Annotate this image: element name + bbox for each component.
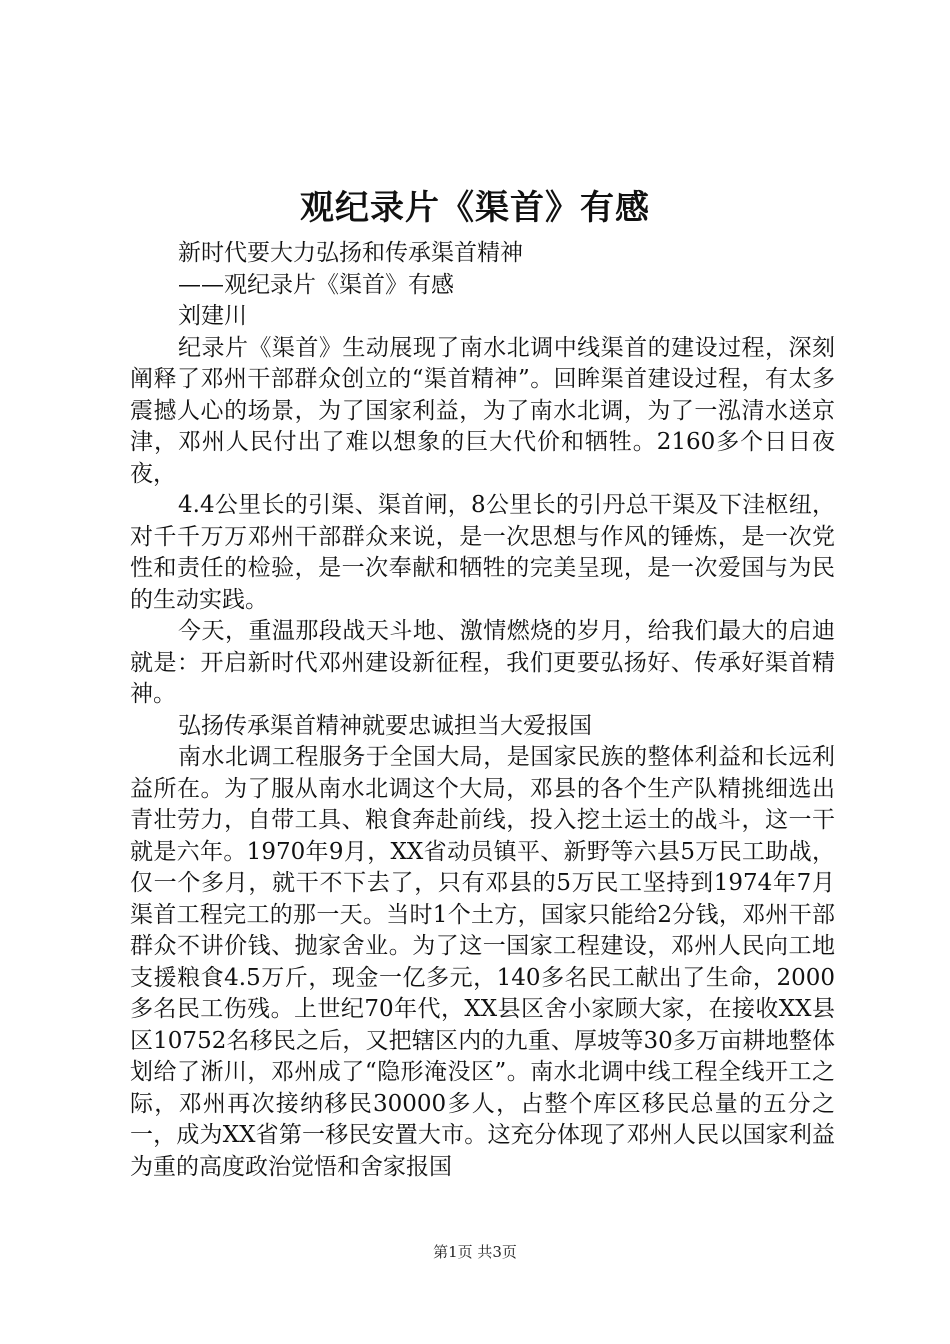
- author: 刘建川: [178, 303, 247, 329]
- subtitle-2: ——观纪录片《渠首》有感: [178, 271, 454, 298]
- paragraph-1: 纪录片《渠首》生动展现了南水北调中线渠首的建设过程，深刻阐释了邓州干部群众创立的“渠首精神”。回眸渠首建设过程，有太多震撼人心的场景，为了国家利益，为了南水北调，为了一泓清水送京津，邓州人民付出了难以想象的巨大代价和牺牲。2160多个日日夜夜，: [130, 334, 835, 487]
- page-footer: 第1页 共3页: [433, 1243, 517, 1261]
- document-title: 观纪录片《渠首》有感: [300, 188, 650, 228]
- paragraph-2: 4.4公里长的引渠、渠首闸，8公里长的引丹总干渠及下洼枢纽，对千千万万邓州干部群众来说，是一次思想与作风的锤炼，是一次党性和责任的检验，是一次奉献和牺牲的完美呈现，是一次爱国与为民的生动实践。: [130, 492, 835, 613]
- document-body: [130, 238, 835, 1183]
- subtitle: 新时代要大力弘扬和传承渠首精神: [178, 240, 523, 266]
- section-heading: 弘扬传承渠首精神就要忠诚担当大爱报国: [178, 712, 592, 739]
- paragraph-3: 今天，重温那段战天斗地、激情燃烧的岁月，给我们最大的启迪就是：开启新时代邓州建设新征程，我们更要弘扬好、传承好渠首精神。: [130, 618, 835, 707]
- paragraph-4: 南水北调工程服务于全国大局，是国家民族的整体利益和长远利益所在。为了服从南水北调这个大局，邓县的各个生产队精挑细选出青壮劳力，自带工具、粮食奔赴前线，投入挖土运土的战斗，这一干就是六年。1970年9月，XX省动员镇平、新野等六县5万民工助战，仅一个多月，就干不下去了，只有邓县的5万民工坚持到1974年7月渠首工程完工的那一天。当时1个土方，国家只能给2分钱，邓州干部群众不讲价钱、抛家舍业。为了这一国家工程建设，邓州人民向工地支援粮食4.5万斤，现金一亿多元，140多名民工献出了生命，2000多名民工伤残。上世纪70年代，XX县区舍小家顾大家，在接收XX县区10752名移民之后，又把辖区内的九重、厚坡等30多万亩耕地整体划给了淅川，邓州成了“隐形淹没区”。南水北调中线工程全线开工之际，邓州再次接纳移民30000多人，占整个库区移民总量的五分之一，成为XX省第一移民安置大市。这充分体现了邓州人民以国家利益为重的高度政治觉悟和舍家报国: [130, 744, 835, 1180]
